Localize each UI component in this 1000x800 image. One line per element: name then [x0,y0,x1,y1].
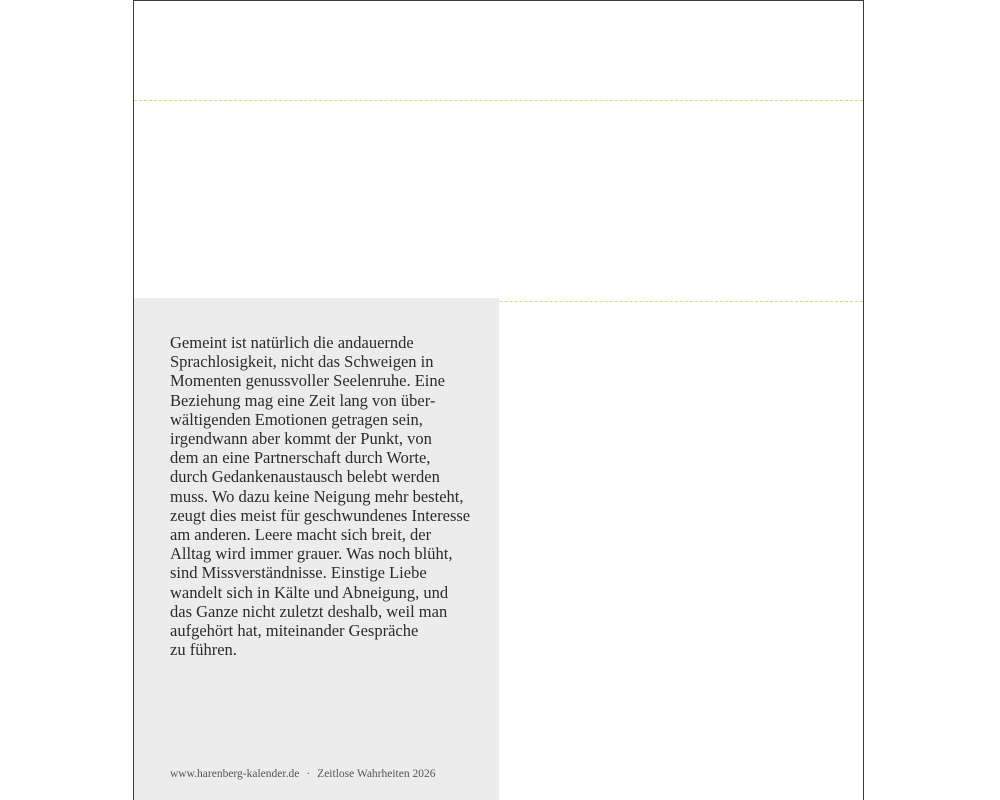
text-line: durch Gedankenaustausch belebt werden [170,467,440,487]
text-line: Alltag wird immer grauer. Was noch blüht, [170,544,453,564]
text-line: muss. Wo dazu keine Neigung mehr besteht, [170,486,464,506]
text-line: irgendwann aber kommt der Punkt, von [170,429,432,449]
footer-url[interactable]: www.harenberg-kalender.de [170,768,300,780]
text-line: aufgehört hat, miteinander Gespräche [170,621,419,641]
text-line: sind Missverständnisse. Einstige Liebe [170,563,427,583]
text-line: am anderen. Leere macht sich breit, der [170,525,432,545]
text-line: Sprachlosigkeit, nicht das Schweigen in [170,352,434,372]
calendar-page [133,0,864,800]
text-line: das Ganze nicht zuletzt deshalb, weil man [170,601,448,621]
text-line: dem an eine Partnerschaft durch Worte, [170,448,431,468]
text-line: wandelt sich in Kälte und Abneigung, und [170,582,449,602]
text-line: Momenten genussvoller Seelenruhe. Eine [170,371,445,391]
footer-separator: · [306,768,311,780]
text-line: Beziehung mag eine Zeit lang von über- [170,390,436,410]
page-footer [170,768,435,780]
text-line: zu führen. [170,640,237,660]
top-cut-guide-line [134,100,863,101]
quote-commentary-text [170,333,490,659]
text-line: wältigenden Emotionen getragen sein, [170,409,423,429]
text-line: Gemeint ist natürlich die andauernde [170,333,414,352]
footer-title: Zeitlose Wahrheiten 2026 [317,768,436,780]
text-line: zeugt dies meist für geschwundenes Interesse [170,505,471,525]
text-panel [134,298,499,800]
